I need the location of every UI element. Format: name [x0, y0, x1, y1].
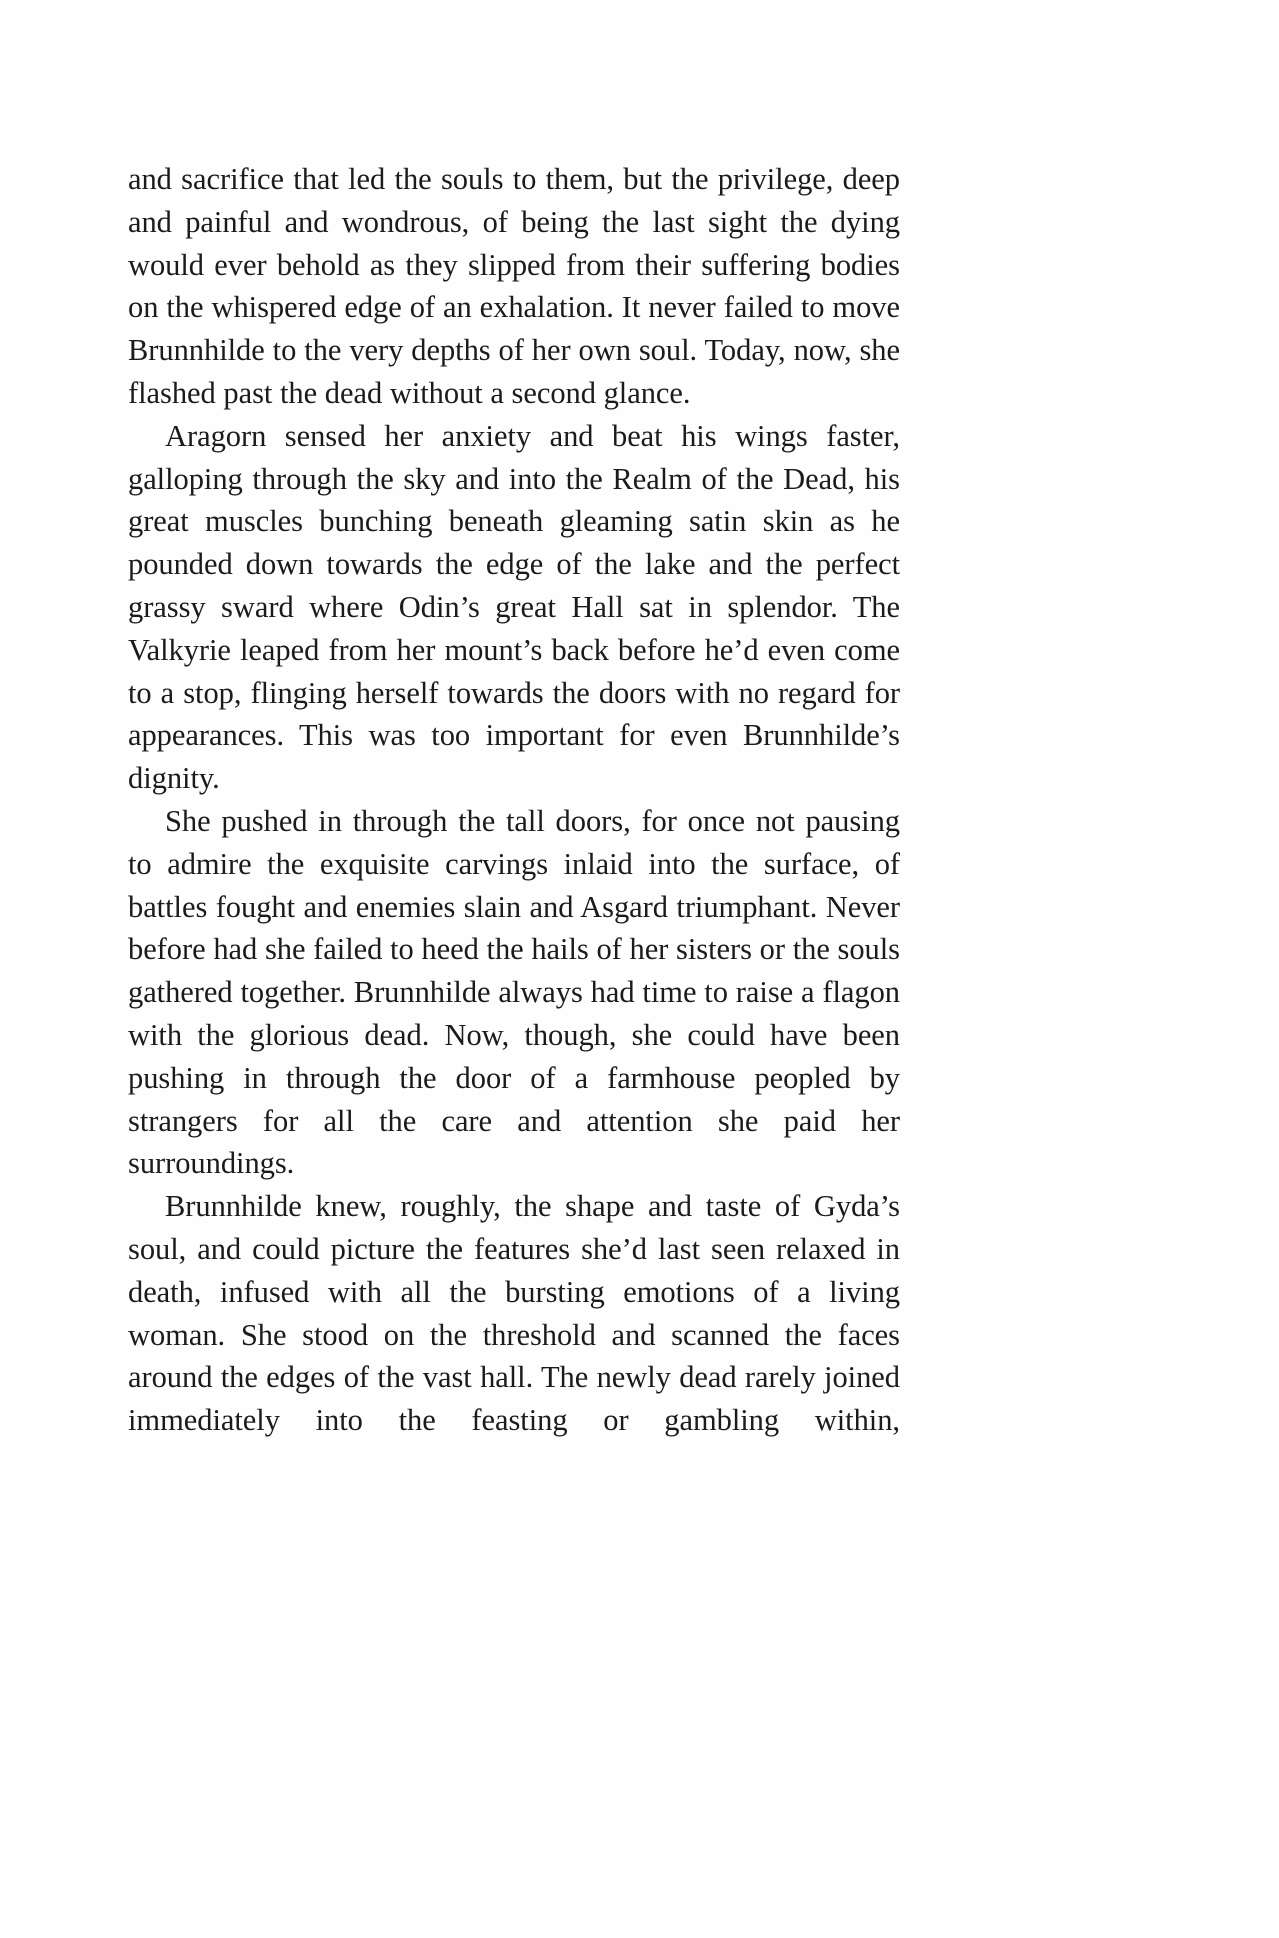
- paragraph-2: Aragorn sensed her anxiety and beat his wings faster, galloping through the sky and into the Realm of the Dead, his great muscles bunching beneath gleaming satin skin as he pounded down towards the edge of the lake and the perfect grassy sward where Odin’s great Hall sat in splendor. The Valkyrie leaped from her mount’s back before he’d even come to a stop, flinging herself towards the doors with no regard for appearances. This was too important for even Brunnhilde’s dignity.: [128, 418, 900, 796]
- paragraph-3: She pushed in through the tall doors, for once not pausing to admire the exquisite carvings inlaid into the surface, of battles fought and enemies slain and Asgard triumphant. Never before had she failed to heed the hails of her sisters or the souls gathered together. Brunnhilde always had time to raise a flagon with the glorious dead. Now, though, she could have been pushing in through the door of a farmhouse peopled by strangers for all the care and attention she paid her surroundings.: [128, 803, 900, 1181]
- paragraph-1: and sacrifice that led the souls to them, but the privilege, deep and painful and wondrous, of being the last sight the dying would ever behold as they slipped from their suffering bodies on the whispered edge of an exhalation. It never failed to move Brunnhilde to the very depths of her own soul. Today, now, she flashed past the dead without a second glance.: [128, 162, 900, 410]
- page-text-block: [128, 158, 900, 1442]
- paragraph-4: Brunnhilde knew, roughly, the shape and taste of Gyda’s soul, and could picture the features she’d last seen relaxed in death, infused with all the bursting emotions of a living woman. She stood on the threshold and scanned the faces around the edges of the vast hall. The newly dead rarely joined immediately into the feasting or gambling within,: [128, 1189, 900, 1438]
